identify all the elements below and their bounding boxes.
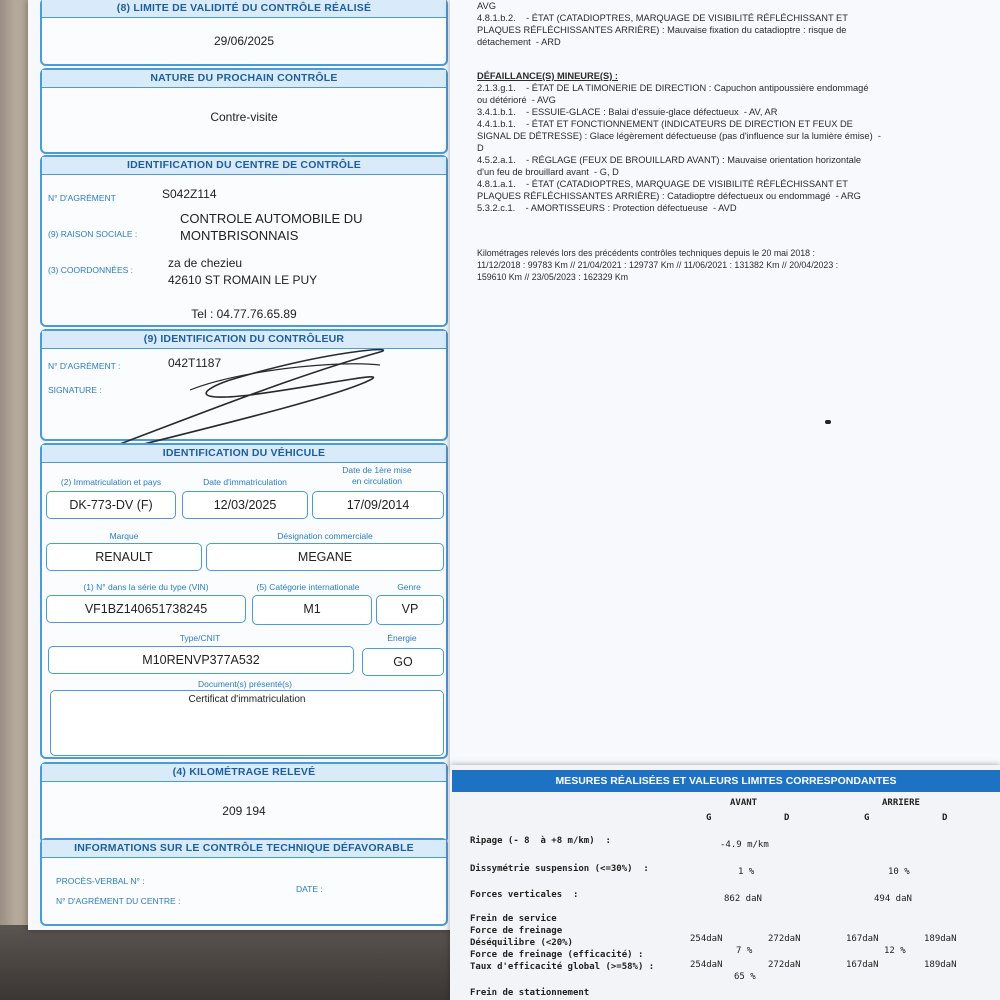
type-label: Type/CNIT: [179, 633, 221, 643]
kilometrage-title: (4) KILOMÉTRAGE RELEVÉ: [42, 764, 446, 782]
vertical-forces-front: 862 daN: [724, 894, 762, 904]
validity-section: [40, 0, 448, 66]
defect-line: PLAQUES RÉFLÉCHISSANTES ARRIÈRE) : Mauvaise fixation du catadioptre : risque de: [477, 25, 847, 35]
minor-defect-line: d'un feu de brouillard avant - G, D: [477, 167, 619, 177]
date-immat-value: 12/03/2025: [182, 491, 308, 519]
dissymetry-rear: 10 %: [888, 867, 910, 877]
marque-value: RENAULT: [46, 543, 202, 571]
braking-eff-avd: 272daN: [768, 960, 801, 970]
centre-raison-line2: MONTBRISONNAIS: [180, 228, 299, 243]
vehicle-title: IDENTIFICATION DU VÉHICULE: [42, 445, 446, 463]
designation-label: Désignation commerciale: [277, 531, 373, 541]
ripage-value: -4.9 m/km: [720, 840, 769, 850]
imbalance-front: 7 %: [736, 946, 753, 956]
kilometrage-section: [40, 762, 448, 844]
defect-line: 4.8.1.b.2. - ÉTAT (CATADIOPTRES, MARQUAGE DE VISIBILITÉ RÉFLÉCHISSANT ET: [477, 13, 848, 23]
kilometrage-value: 209 194: [222, 804, 266, 818]
documents-label: Document(s) présenté(s): [197, 679, 292, 689]
categorie-label: (5) Catégorie internationale: [256, 582, 360, 592]
braking-eff-avg: 254daN: [690, 960, 723, 970]
minor-defect-line: ou détérioré - AVG: [477, 95, 556, 105]
centre-tel: Tel : 04.77.76.65.89: [191, 307, 297, 321]
dissymetry-label: Dissymétrie suspension (<=30%) :: [470, 864, 649, 874]
vehicle-section: [40, 443, 448, 759]
validity-title: (8) LIMITE DE VALIDITÉ DU CONTRÔLE RÉALISÉ: [42, 0, 446, 18]
date-immat-label: Date d'immatriculation: [203, 477, 287, 487]
arriere-header: ARRIERE: [882, 798, 920, 808]
centre-coord-line2: 42610 ST ROMAIN LE PUY: [168, 273, 318, 287]
first-circulation-value: 17/09/2014: [312, 491, 444, 519]
centre-coord-line1: za de chezieu: [168, 256, 243, 270]
avant-d-header: D: [784, 813, 790, 823]
braking-force-avg: 254daN: [690, 934, 723, 944]
energie-value: GO: [362, 648, 444, 676]
centre-agrement-label-bottom: N° D'AGRÉMENT DU CENTRE :: [56, 896, 181, 906]
minor-defect-line: 4.8.1.a.1. - ÉTAT (CATADIOPTRES, MARQUAGE DE VISIBILITÉ RÉFLÉCHISSANT ET: [477, 179, 848, 189]
minor-defect-line: 4.4.1.b.1. - ÉTAT ET FONCTIONNEMENT (INDICATEURS DE DIRECTION ET FEUX DE: [477, 119, 853, 129]
first-circulation-label-2: en circulation: [351, 476, 403, 486]
braking-force-avd: 272daN: [768, 934, 801, 944]
centre-raison-line1: CONTROLE AUTOMOBILE DU: [180, 211, 363, 226]
marque-label: Marque: [109, 531, 139, 541]
minor-defect-line: 3.4.1.b.1. - ESSUIE-GLACE : Balai d'essuie-glace défectueux - AV, AR: [477, 107, 778, 117]
arriere-d-header: D: [942, 813, 948, 823]
avant-header: AVANT: [730, 798, 758, 808]
ripage-label: Ripage (- 8 à +8 m/km) :: [470, 836, 611, 846]
centre-agrement-label: N° D'AGRÉMENT: [48, 193, 116, 203]
mileage-history-block: [477, 247, 992, 283]
immat-value: DK-773-DV (F): [46, 491, 176, 519]
genre-value: VP: [376, 595, 444, 625]
unfavorable-title: INFORMATIONS SUR LE CONTRÔLE TECHNIQUE DÉFAVORABLE: [42, 840, 446, 858]
documents-value: Certificat d'immatriculation: [50, 690, 444, 756]
ink-speck: [825, 420, 831, 424]
braking-force-arg: 167daN: [846, 934, 879, 944]
controleur-title: (9) IDENTIFICATION DU CONTRÔLEUR: [42, 331, 446, 349]
signature-label: SIGNATURE :: [48, 385, 102, 395]
next-control-section: [40, 68, 448, 154]
mileage-history-line: 11/12/2018 : 99783 Km // 21/04/2021 : 129737 Km // 11/06/2021 : 131382 Km // 20/04/2023 :: [477, 260, 839, 270]
minor-defect-line: 4.5.2.a.1. - RÉGLAGE (FEUX DE BROUILLARD AVANT) : Mauvaise orientation horizontale: [477, 155, 862, 165]
categorie-value: M1: [252, 595, 372, 625]
genre-label: Genre: [397, 582, 421, 592]
mileage-history-line: Kilométrages relevés lors des précédents contrôles techniques depuis le 20 mai 2018 :: [477, 248, 815, 258]
controleur-agrement-label: N° D'AGRÉMENT :: [48, 361, 121, 371]
minor-defect-line: SIGNAL DE DÉTRESSE) : Glace légèrement défectueuse (pas d'influence sur la lumière émise) -: [477, 131, 881, 141]
global-efficiency-label: Taux d'efficacité global (>=58%) :: [470, 962, 655, 972]
centre-title: IDENTIFICATION DU CENTRE DE CONTRÔLE: [42, 157, 446, 175]
next-control-title: NATURE DU PROCHAIN CONTRÔLE: [42, 70, 446, 88]
centre-raison-label: (9) RAISON SOCIALE :: [48, 229, 138, 239]
braking-eff-arg: 167daN: [846, 960, 879, 970]
global-efficiency-value: 65 %: [734, 972, 756, 982]
service-brake-title: Frein de service: [470, 914, 557, 924]
arriere-g-header: G: [864, 813, 870, 823]
defects-text-top: [477, 0, 992, 48]
imbalance-label: Déséquilibre (<20%): [470, 938, 573, 948]
minor-defect-line: PLAQUES RÉFLÉCHISSANTES ARRIÈRE) : Catadioptre défectueux ou endommagé - ARG: [477, 191, 861, 201]
controleur-agrement-value: 042T1187: [168, 356, 222, 370]
braking-force-ard: 189daN: [924, 934, 957, 944]
vin-value: VF1BZ140651738245: [46, 595, 246, 623]
dissymetry-front: 1 %: [738, 867, 755, 877]
braking-force-label: Force de freinage: [470, 926, 563, 936]
validity-date: 29/06/2025: [213, 34, 275, 48]
parking-brake-title: Frein de stationnement: [470, 988, 590, 998]
minor-defects-title: DÉFAILLANCE(S) MINEURE(S) :: [477, 71, 618, 81]
centre-section: [40, 155, 448, 327]
minor-defect-line: 5.3.2.c.1. - AMORTISSEURS : Protection défectueuse - AVD: [477, 203, 737, 213]
defect-line: détachement - ARD: [477, 37, 561, 47]
immat-label: (2) Immatriculation et pays: [60, 477, 162, 487]
minor-defect-line: D: [477, 143, 484, 153]
braking-efficiency-label: Force de freinage (efficacité) :: [470, 950, 644, 960]
centre-coord-label: (3) COORDONNÉES :: [48, 265, 134, 275]
pv-label: PROCÈS-VERBAL N° :: [56, 876, 145, 886]
avant-g-header: G: [706, 813, 712, 823]
centre-agrement-value: S042Z114: [162, 187, 217, 201]
pv-date-label: DATE :: [296, 884, 323, 894]
minor-defect-line: 2.1.3.g.1. - ÉTAT DE LA TIMONERIE DE DIRECTION : Capuchon antipoussière endommagé: [477, 83, 869, 93]
vertical-forces-label: Forces verticales :: [470, 890, 579, 900]
measures-title: MESURES RÉALISÉES ET VALEURS LIMITES CORRESPONDANTES: [452, 770, 1000, 792]
imbalance-rear: 12 %: [884, 946, 906, 956]
next-control-value: Contre-visite: [210, 110, 278, 124]
vertical-forces-rear: 494 daN: [874, 894, 912, 904]
defect-line: AVG: [477, 1, 496, 11]
designation-value: MEGANE: [206, 543, 444, 571]
first-circulation-label-1: Date de 1ère mise: [342, 465, 412, 475]
energie-label: Énergie: [387, 633, 417, 643]
unfavorable-control-section: [40, 838, 448, 926]
vin-label: (1) N° dans la série du type (VIN): [83, 582, 209, 592]
mileage-history-line: 159610 Km // 23/05/2023 : 162329 Km: [477, 272, 629, 282]
minor-defects-block: [477, 70, 992, 214]
braking-eff-ard: 189daN: [924, 960, 957, 970]
type-value: M10RENVP377A532: [48, 646, 354, 674]
